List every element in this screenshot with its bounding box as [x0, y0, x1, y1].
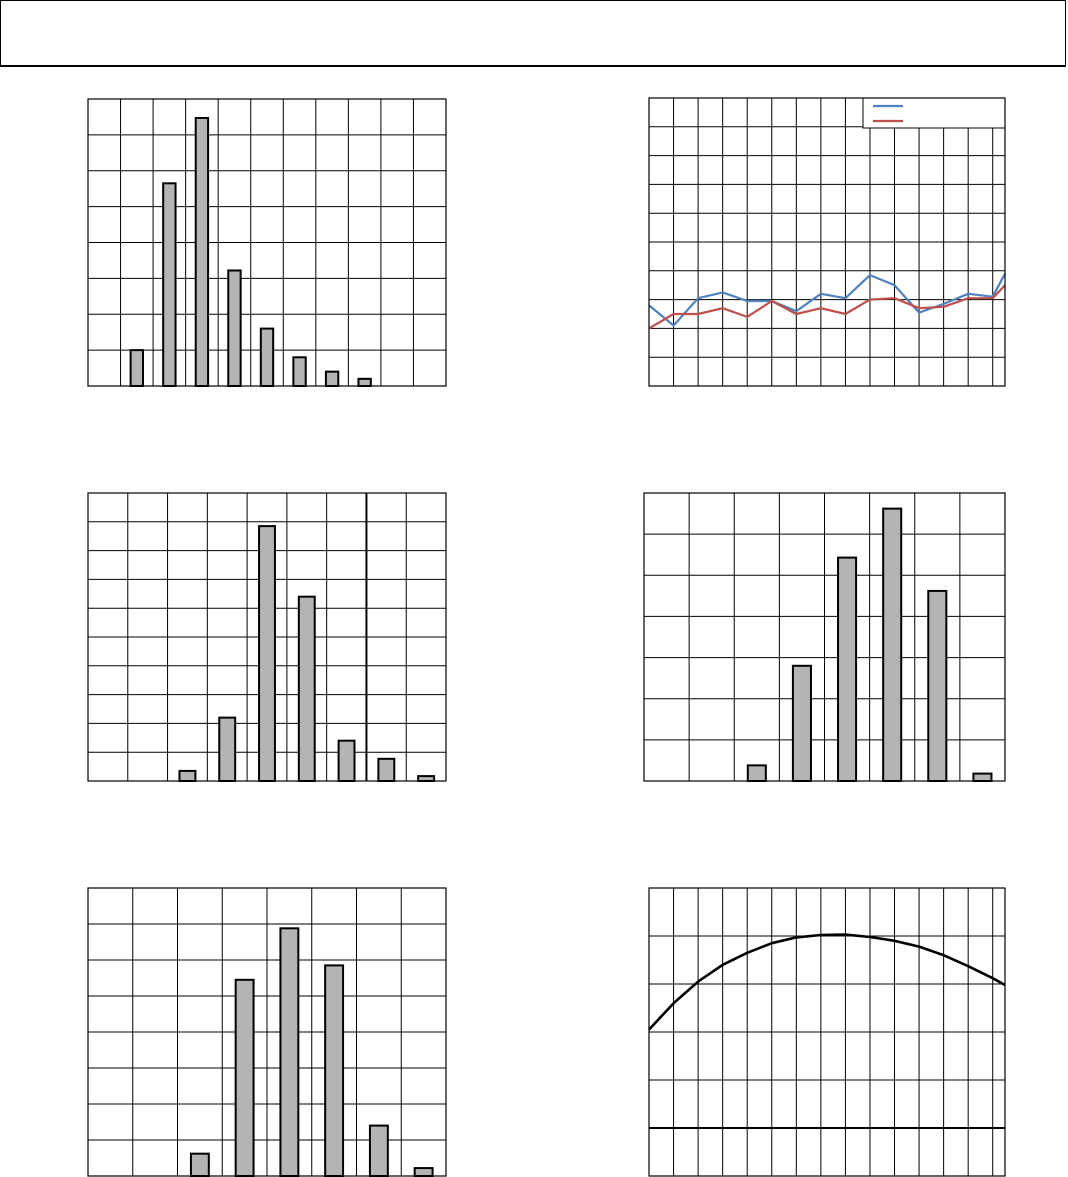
bar — [280, 928, 298, 1176]
bar — [415, 1168, 433, 1176]
bar — [370, 1126, 388, 1176]
line-chart-top-right — [649, 98, 1005, 386]
bar — [293, 357, 305, 386]
bar — [326, 372, 338, 386]
bar — [973, 774, 991, 781]
bar — [793, 666, 811, 781]
bar — [228, 270, 240, 386]
bar — [219, 718, 235, 781]
histogram-chart-top-left — [88, 99, 446, 386]
bar — [339, 741, 355, 781]
series-line — [649, 285, 1005, 328]
bar — [358, 379, 370, 386]
bar — [838, 558, 856, 781]
bar — [299, 597, 315, 781]
bar — [418, 776, 434, 781]
bar — [131, 350, 143, 386]
bar — [196, 118, 208, 386]
bar — [191, 1154, 209, 1176]
bar — [378, 759, 394, 781]
bar — [236, 980, 254, 1176]
bar — [748, 765, 766, 781]
histogram-chart-middle-left — [88, 493, 446, 781]
legend-box — [863, 98, 1005, 128]
series-line — [649, 935, 1005, 1030]
header-box — [0, 0, 1066, 67]
bar — [259, 526, 275, 781]
bar — [928, 591, 946, 781]
curve-chart-bottom-right — [649, 888, 1005, 1176]
histogram-chart-bottom-left — [88, 888, 446, 1176]
bar — [325, 965, 343, 1176]
bar — [261, 329, 273, 386]
histogram-chart-middle-right — [644, 493, 1005, 781]
bar — [883, 509, 901, 781]
bar — [179, 771, 195, 781]
bar — [163, 183, 175, 386]
